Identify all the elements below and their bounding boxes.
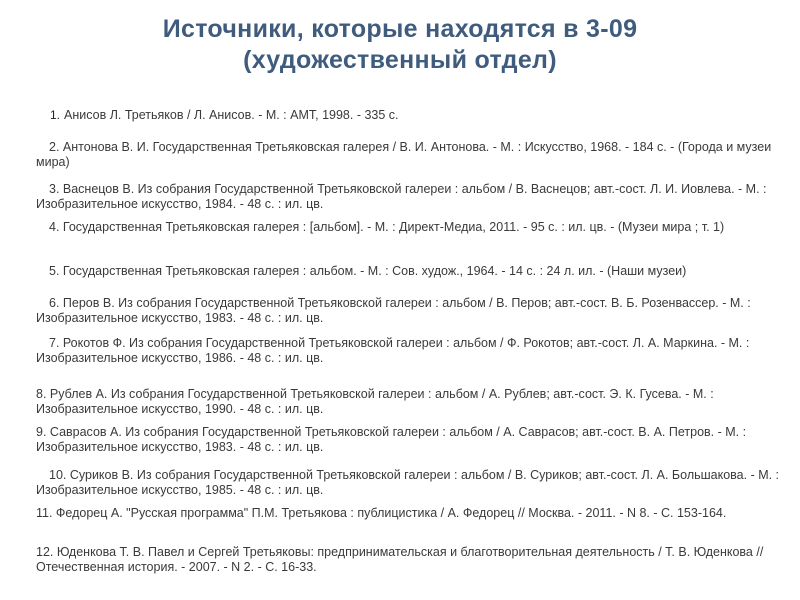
- bibliography-entry-4: 4. Государственная Третьяковская галерея : [альбом]. - М. : Директ-Медиа, 2011. - 95 с. : ил. цв. - (Музеи мира ; т. 1): [49, 220, 725, 234]
- bibliography-entry-1: [36, 108, 792, 123]
- bibliography-entry-2: 2. Антонова В. И. Государственная Третьяковская галерея / В. И. Антонова. - М. : Искусство, 1968. - 184 с. - (Города и музеи мира): [36, 140, 772, 169]
- page-title-line-2: (художественный отдел): [243, 46, 557, 74]
- page-title: [0, 14, 800, 76]
- bibliography-entry-10: 10. Суриков В. Из собрания Государственной Третьяковской галереи : альбом / В. Суриков; авт.-сост. Л. А. Большакова. - М. : Изобразительное искусство, 1985. - 48 с. : ил. цв.: [36, 468, 780, 497]
- entry-number: 1.: [50, 108, 61, 122]
- entry-text: Анисов Л. Третьяков / Л. Анисов. - М. : АМТ, 1998. - 335 с.: [64, 108, 399, 122]
- bibliography-entry-6: 6. Перов В. Из собрания Государственной Третьяковской галереи : альбом / В. Перов; авт.-сост. В. Б. Розенвассер. - М. : Изобразительное искусство, 1983. - 48 с. : ил. цв.: [36, 296, 751, 325]
- bibliography-entry-7: 7. Рокотов Ф. Из собрания Государственной Третьяковской галереи : альбом / Ф. Рокотов; авт.-сост. Л. А. Маркина. - М. : Изобразительное искусство, 1986. - 48 с. : ил. цв.: [36, 336, 750, 365]
- bibliography-entry-11: 11. Федорец А. "Русская программа" П.М. Третьякова : публицистика / А. Федорец // Москва. - 2011. - N 8. - С. 153-164.: [36, 506, 727, 520]
- bibliography-entry-9: 9. Саврасов А. Из собрания Государственной Третьяковской галереи : альбом / А. Саврасов; авт.-сост. В. А. Петров. - М. : Изобразительное искусство, 1983. - 48 с. : ил. цв.: [36, 425, 747, 454]
- bibliography-entry-8: 8. Рублев А. Из собрания Государственной Третьяковской галереи : альбом / А. Рублев; авт.-сост. Э. К. Гусева. - М. : Изобразительное искусство, 1990. - 48 с. : ил. цв.: [36, 387, 714, 416]
- bibliography-entry-5: 5. Государственная Третьяковская галерея : альбом. - М. : Сов. худож., 1964. - 14 с. : 24 л. ил. - (Наши музеи): [49, 264, 687, 278]
- page-title-line-1: Источники, которые находятся в 3-09: [162, 15, 638, 43]
- bibliography-entry-12: 12. Юденкова Т. В. Павел и Сергей Третьяковы: предпринимательская и благотворительная деятельность / Т. В. Юденкова // Отечественная история. - 2007. - N 2. - С. 16-33.: [36, 545, 764, 574]
- bibliography-entry-3: 3. Васнецов В. Из собрания Государственной Третьяковской галереи : альбом / В. Васнецов; авт.-сост. Л. И. Иовлева. - М. : Изобразительное искусство, 1984. - 48 с. : ил. цв.: [36, 182, 767, 211]
